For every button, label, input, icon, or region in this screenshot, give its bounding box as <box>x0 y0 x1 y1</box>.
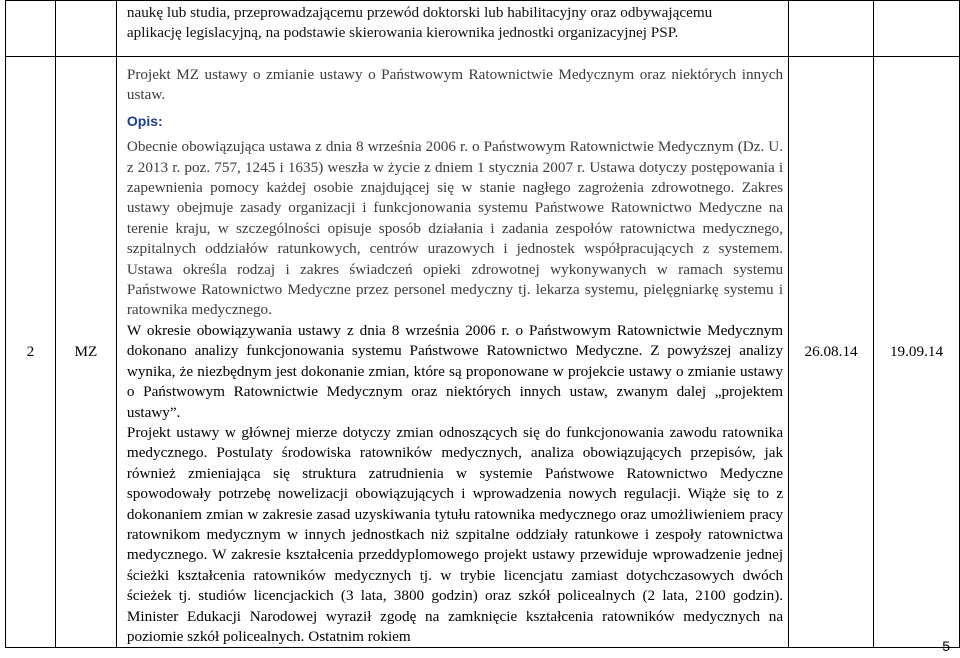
row1-number-cell <box>6 1 56 57</box>
description-paragraph-1: Obecnie obowiązująca ustawa z dnia 8 września 2006 r. o Państwowym Ratownictwie Medycznym (Dz. U. z 2013 r. poz. 757, 1245 i 1635) weszła w życie z dniem 1 stycznia 2007 r. Ustawa dotyczy postępowania i zapewnienia pomocy każdej osobie znajdującej się w stanie nagłego zagrożenia zdrowotnego. Zakres ustawy obejmuje zasady organizacji i funkcjonowania systemu Państwowe Ratownictwo Medyczne na terenie kraju, w szczególności opisuje sposób działania i zadania zespołów ratownictwa medycznego, szpitalnych oddziałów ratunkowych, centrów urazowych i jednostek współpracujących z systemem. Ustawa określa rodzaj i zakres świadczeń opieki zdrowotnej wykonywanych w ramach systemu Państwowe Ratownictwo Medyczne przez personel medyczny tj. lekarza systemu, pielęgniarkę systemu i ratownika medycznego. <box>126 138 784 319</box>
row2-date2-cell <box>874 57 960 648</box>
row-number: 2 <box>26 343 35 361</box>
table-row <box>6 57 960 648</box>
row1-date2-cell <box>874 1 960 57</box>
opis-label: Opis: <box>126 112 163 129</box>
row1-author-cell <box>55 1 116 57</box>
row2-author-cell <box>55 57 116 648</box>
row1-line-1: naukę lub studia, przeprowadzającemu przewód doktorski lub habilitacyjny oraz odbywającemu <box>126 4 713 21</box>
row1-line-2: aplikację legislacyjną, na podstawie skierowania kierownika jednostki organizacyjnej PSP. <box>126 24 679 42</box>
page-number: 5 <box>942 638 950 654</box>
project-title: Projekt MZ ustawy o zmianie ustawy o Państwowym Ratownictwie Medycznym oraz niektórych innych ustaw. <box>126 66 784 104</box>
description-paragraph-2: W okresie obowiązywania ustawy z dnia 8 września 2006 r. o Państwowym Ratownictwie Medycznym dokonano analizy funkcjonowania systemu Państwowe Ratownictwo Medyczne. Z powyższej analizy wynika, że niezbędnym jest dokonanie zmian, które są proponowane w projekcie ustawy o zmianie ustawy o Państwowym Ratownictwie Medycznym oraz niektórych innych ustaw, zwanym dalej „projektem ustawy”. <box>126 321 784 421</box>
row1-date1-cell <box>789 1 874 57</box>
date-planned: 19.09.14 <box>889 343 944 361</box>
row1-description-cell <box>116 1 788 57</box>
row2-date1-cell <box>789 57 874 648</box>
description-paragraph-3: Projekt ustawy w głównej mierze dotyczy zmian odnoszących się do funkcjonowania zawodu ratownika medycznego. Postulaty środowiska ratowników medycznych, analiza obowiązujących przepisów, jak również zmieniająca się struktura zatrudnienia w systemie Państwowe Ratownictwo Medyczne spowodowały potrzebę nowelizacji obowiązujących i wprowadzenia nowych regulacji. Wiąże się to z dokonaniem zmian w zakresie zasad uzyskiwania tytułu ratownika medycznego oraz umożliwieniem pracy ratownikom medycznym w innych jednostkach niż szpitalne oddziały ratunkowe i zespoły ratownictwa medycznego. W zakresie kształcenia przeddyplomowego projekt ustawy przewiduje wprowadzenie jednej ścieżki kształcenia ratowników medycznych tj. w trybie licencjatu zamiast dotychczasowych dwóch ścieżek tj. studiów licencjackich (3 lata, 3800 godzin) oraz szkół policealnych (2 lata, 2100 godzin). Minister Edukacji Narodowej wyraził zgodę na zamknięcie kształcenia ratowników medycznych na poziomie szkół policealnych. Ostatnim rokiem <box>126 423 784 645</box>
row2-description-cell <box>116 57 788 648</box>
legislation-table <box>5 0 960 648</box>
date-submitted: 26.08.14 <box>804 343 858 361</box>
row2-number-cell <box>6 57 56 648</box>
table-row <box>6 1 960 57</box>
row-author: MZ <box>74 343 98 361</box>
